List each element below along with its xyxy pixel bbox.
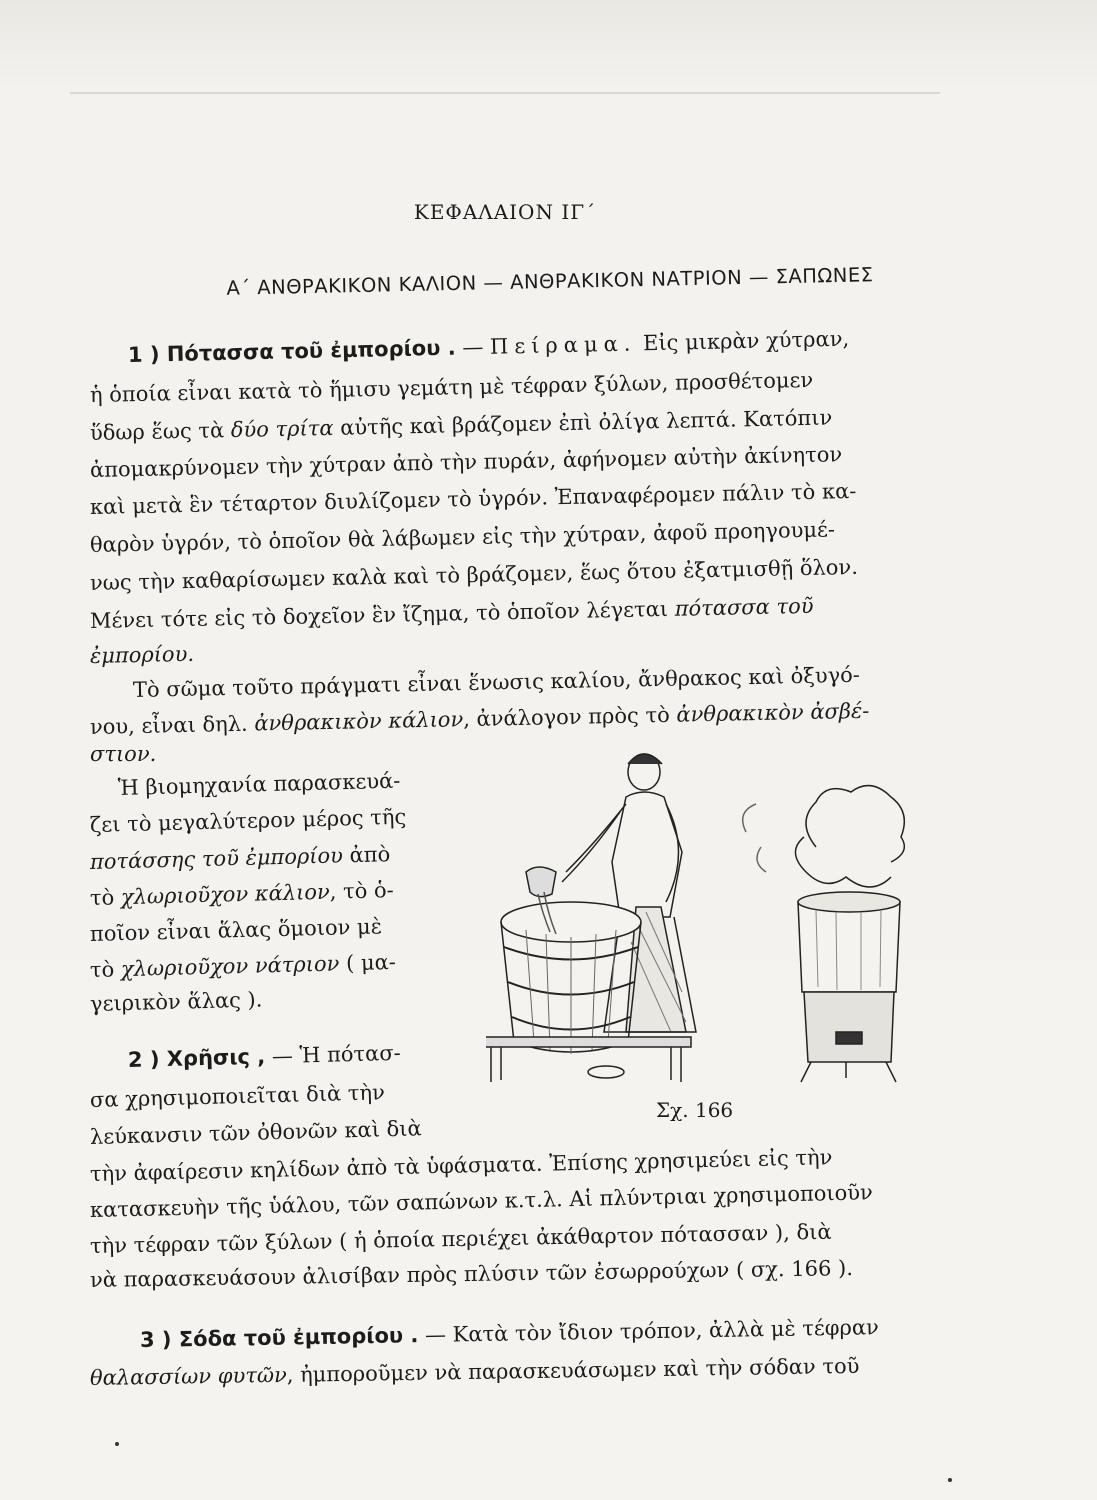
p3-line-4: τὸ χλωριοῦχον κάλιον, τὸ ὁ- xyxy=(89,878,395,910)
section-title: Α΄ ΑΝΘΡΑΚΙΚΟΝ ΚΑΛΙΟΝ — ΑΝΘΡΑΚΙΚΟΝ ΝΑΤΡΙΟΝ — ΣΑΠΩΝΕΣ xyxy=(226,263,874,300)
p4-line-4: τὴν ἀφαίρεσιν κηλίδων ἀπὸ τὰ ὑφάσματα. Ἐπίσης χρησιμεύει εἰς τὴν xyxy=(89,1145,833,1186)
washerwoman-with-tub-icon xyxy=(486,754,696,1082)
p1-line-7: νως τὴν καθαρίσωμεν καλὰ καὶ τὸ βράζομεν, ἕως ὅτου ἐξατμισθῇ ὅλον. xyxy=(89,554,859,595)
p5-line-1: 3 ) Σόδα τοῦ ἐμπορίου . — Κατὰ τὸν ἴδιον τρόπον, ἀλλὰ μὲ τέφραν xyxy=(139,1315,879,1352)
bleed-through-rule xyxy=(70,92,940,94)
p3-line-3: ποτάσσης τοῦ ἐμπορίου ἀπὸ xyxy=(89,842,391,874)
boiling-pot-on-stove-icon xyxy=(743,786,905,1082)
p4-line-2: σα χρησιμοποιεῖται διὰ τὴν xyxy=(89,1080,386,1112)
p1-line-6: θαρὸν ὑγρόν, τὸ ὁποῖον θὰ λάβωμεν εἰς τὴν χύτραν, ἀφοῦ προηγουμέ- xyxy=(89,517,836,557)
p4-line-5: κατασκευὴν τῆς ὑάλου, τῶν σαπώνων κ.τ.λ. Αἱ πλύντριαι χρησιμοποιοῦν xyxy=(89,1180,874,1222)
p3-line-5: ποῖον εἶναι ἅλας ὅμοιον μὲ xyxy=(89,914,383,946)
p1-line-5: καὶ μετὰ ἓν τέταρτον διυλίζομεν τὸ ὑγρόν. Ἐπαναφέρομεν πάλιν τὸ κα- xyxy=(89,478,857,519)
p1-line-1: 1 ) Πότασσα τοῦ ἐμπορίου . — Πείραμα. Εἰς μικρὰν χύτραν, xyxy=(127,326,850,367)
figure-caption: Σχ. 166 xyxy=(656,1098,734,1122)
p3-line-1: Ἡ βιομηχανία παρασκευά- xyxy=(117,768,401,800)
speck xyxy=(115,1442,119,1446)
p1-line-3: ὕδωρ ἕως τὰ δύο τρίτα αὐτῆς καὶ βράζομεν ἐπὶ ὀλίγα λεπτά. Κατόπιν xyxy=(89,405,833,445)
p4-line-3: λεύκανσιν τῶν ὀθονῶν καὶ διὰ xyxy=(89,1116,422,1149)
p1-line-8: Μένει τότε εἰς τὸ δοχεῖον ἓν ἴζημα, τὸ ὁποῖον λέγεται πότασσα τοῦ xyxy=(89,593,814,633)
p2-line-2: νου, εἶναι δηλ. ἀνθρακικὸν κάλιον, ἀνάλογον πρὸς τὸ ἀνθρακικὸν ἀσβέ- xyxy=(89,698,870,739)
p3-line-7: γειρικὸν ἅλας ). xyxy=(89,987,263,1016)
p1-line-9: ἐμπορίου. xyxy=(89,641,195,668)
p3-line-6: τὸ χλωριοῦχον νάτριον ( μα- xyxy=(89,949,397,982)
p1-line-2: ἡ ὁποία εἶναι κατὰ τὸ ἥμισυ γεμάτη μὲ τέφραν ξύλων, προσθέτομεν xyxy=(89,367,814,407)
heading-use: 2 ) Χρῆσις , xyxy=(127,1044,266,1072)
chapter-title: ΚΕΦΑΛΑΙΟΝ ΙΓ΄ xyxy=(413,200,597,224)
p5-line-2: θαλασσίων φυτῶν, ἠμποροῦμεν νὰ παρασκευάσωμεν καὶ τὴν σόδαν τοῦ xyxy=(89,1353,860,1390)
p3-line-2: ζει τὸ μεγαλύτερον μέρος τῆς xyxy=(89,804,407,837)
heading-potassa: 1 ) Πότασσα τοῦ ἐμπορίου . xyxy=(127,335,456,367)
experiment-label: Πείραμα. xyxy=(489,331,637,359)
heading-soda: 3 ) Σόδα τοῦ ἐμπορίου . xyxy=(139,1323,419,1352)
p2-line-3: στιον. xyxy=(90,742,157,766)
washerwoman-illustration xyxy=(486,742,936,1092)
p4-line-6: τὴν τέφραν τῶν ξύλων ( ἡ ὁποία περιέχει ἀκάθαρτον πότασσαν ), διὰ xyxy=(89,1219,832,1258)
p1-line-4: ἀπομακρύνομεν τὴν χύτραν ἀπὸ τὴν πυράν, ἀφήνομεν αὐτὴν ἀκίνητον xyxy=(89,442,843,482)
speck xyxy=(948,1478,952,1482)
p4-line-1: 2 ) Χρῆσις , — Ἡ πότασ- xyxy=(127,1040,402,1072)
p2-line-1: Τὸ σῶμα τοῦτο πράγματι εἶναι ἕνωσις καλίου, ἄνθρακος καὶ ὀξυγό- xyxy=(132,662,861,702)
figure-166 xyxy=(486,742,936,1092)
p4-line-7: νὰ παρασκευάσουν ἀλισίβαν πρὸς πλύσιν τῶν ἐσωρρούχων ( σχ. 166 ). xyxy=(89,1256,854,1292)
